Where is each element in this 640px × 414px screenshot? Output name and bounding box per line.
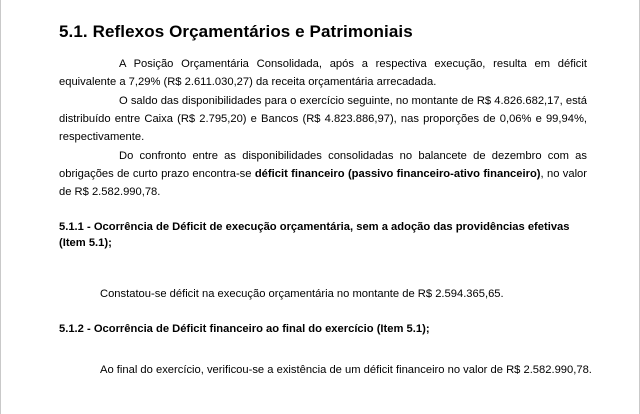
paragraph-financial-deficit-emphasis: déficit financeiro (passivo financeiro-ativo financeiro) (254, 167, 541, 180)
finding-budget-deficit: Constatou-se déficit na execução orçamentária no montante de R$ 2.594.365,65. (100, 288, 504, 300)
paragraph-budget-position: A Posição Orçamentária Consolidada, após a respectiva execução, resulta em déficit equivalente a 7,29% (R$ 2.611.030,27) da receita orçamentária arrecadada. (59, 58, 587, 88)
paragraph-available-balance: O saldo das disponibilidades para o exercício seguinte, no montante de R$ 4.826.682,17, está distribuído entre Caixa (R$ 2.795,20) e Bancos (R$ 4.823.886,97), nas proporções de 0,06% e 99,94%, respectivamente. (59, 95, 587, 143)
section-title: 5.1. Reflexos Orçamentários e Patrimoniais (59, 22, 413, 41)
paragraph-financial-deficit (59, 148, 587, 201)
finding-financial-deficit: Ao final do exercício, verificou-se a existência de um déficit financeiro no valor de R$ 2.582.990,78. (100, 364, 592, 376)
subsection-heading-financial-deficit: 5.1.2 - Ocorrência de Déficit financeiro ao final do exercício (Item 5.1); (59, 323, 430, 335)
paragraph-financial-deficit-text-start: Do confronto entre as disponibilidades consolidadas no balancete de dezembro com as obrigações de curto prazo encontra-se (59, 150, 587, 180)
subsection-heading-budget-deficit: 5.1.1 - Ocorrência de Déficit de execução orçamentária, sem a adoção das providências efetivas (Item 5.1); (59, 221, 570, 249)
paragraph-financial-deficit-text-end: , no valor de R$ 2.582.990,78. (59, 167, 588, 198)
